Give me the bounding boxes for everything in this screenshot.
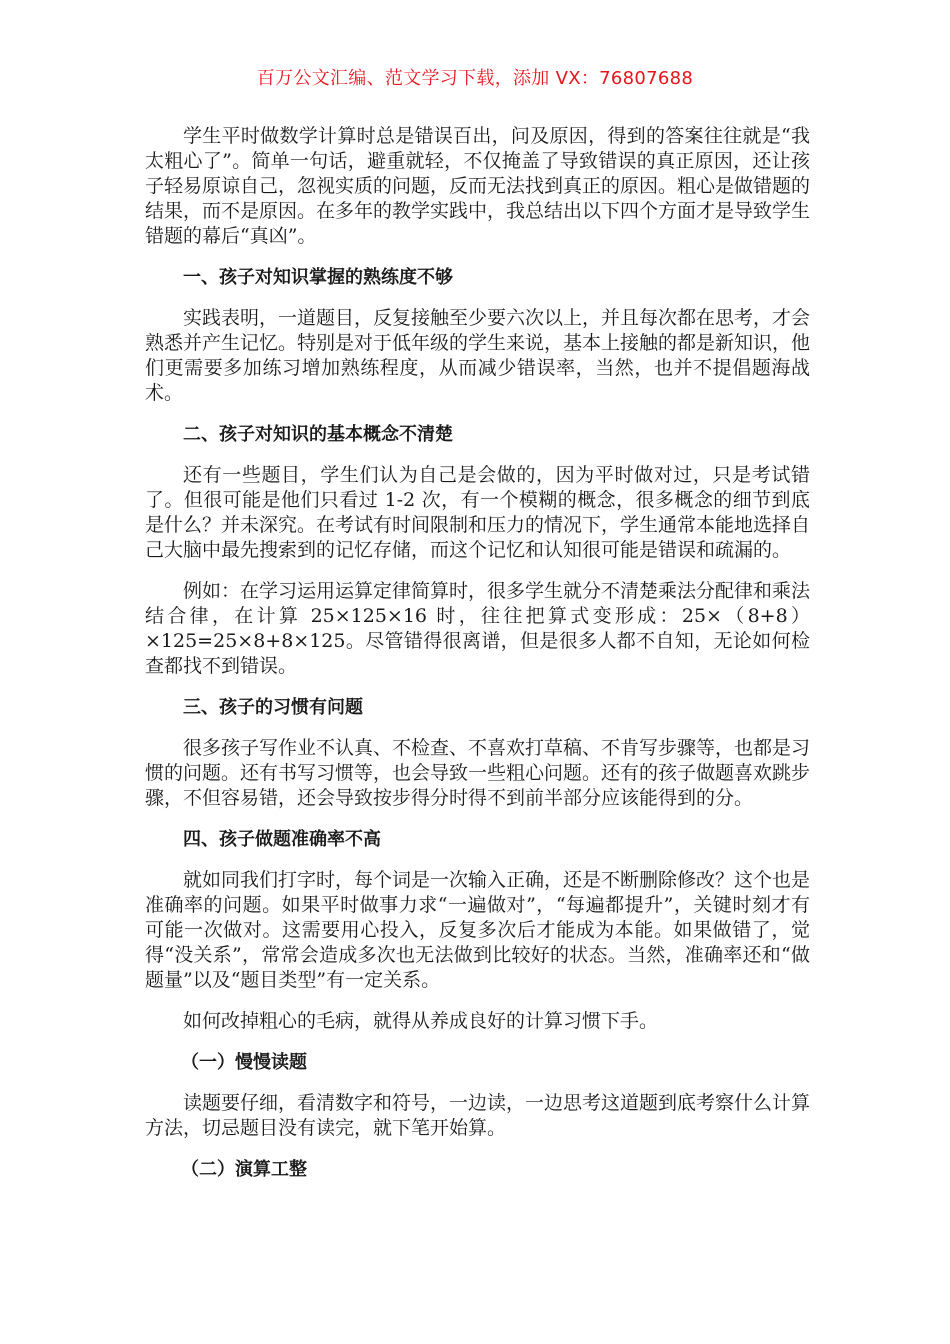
section-heading: 三、孩子的习惯有问题 [183, 697, 363, 718]
paragraph: 还有一些题目，学生们认为自己是会做的，因为平时做对过，只是考试错了。但很可能是他们只看过 1-2 次，有一个模糊的概念，很多概念的细节到底是什么？并未深究。在考试有时间限制和压力的情况下，学生通常本能地选择自己大脑中最先搜索到的记忆存储，而这个记忆和认知很可能是错误和疏漏的。 [145, 464, 811, 561]
document-body [145, 124, 810, 1198]
section-heading: 四、孩子做题准确率不高 [183, 829, 381, 850]
paragraph: 实践表明，一道题目，反复接触至少要六次以上，并且每次都在思考，才会熟悉并产生记忆。特别是对于低年级的学生来说，基本上接触的都是新知识，他们更需要多加练习增加熟练程度，从而减少错误率，当然，也并不提倡题海战术。 [145, 307, 811, 404]
paragraph: 如何改掉粗心的毛病，就得从养成良好的计算习惯下手。 [183, 1010, 659, 1032]
section-heading: 二、孩子对知识的基本概念不清楚 [183, 424, 453, 445]
paragraph: 很多孩子写作业不认真、不检查、不喜欢打草稿、不肯写步骤等，也都是习惯的问题。还有书写习惯等，也会导致一些粗心问题。还有的孩子做题喜欢跳步骤，不但容易错，还会导致按步得分时得不到前半部分应该能得到的分。 [145, 737, 811, 809]
paragraph: 读题要仔细，看清数字和符号，一边读，一边思考这道题到底考察什么计算方法，切忌题目没有读完，就下笔开始算。 [145, 1092, 811, 1139]
watermark-header: 百万公文汇编、范文学习下载，添加 VX：76807688 [256, 68, 694, 89]
paragraph: 就如同我们打字时，每个词是一次输入正确，还是不断删除修改？这个也是准确率的问题。如果平时做事力求“一遍做对”，“每遍都提升”，关键时刻才有可能一次做对。这需要用心投入，反复多次后才能成为本能。如果做错了，觉得“没关系”，常常会造成多次也无法做到比较好的状态。当然，准确率还和“做题量”以及“题目类型”有一定关系。 [145, 869, 811, 991]
paragraph: 例如：在学习运用运算定律简算时，很多学生就分不清楚乘法分配律和乘法结合律，在计算 25×125×16 时，往往把算式变形成：25×（8+8）×125=25×8+8×125。尽管错得很离谱，但是很多人都不自知，无论如何检查都找不到错误。 [145, 580, 811, 677]
section-heading: 一、孩子对知识掌握的熟练度不够 [183, 267, 453, 288]
sub-heading: （二）演算工整 [181, 1159, 307, 1180]
intro-paragraph: 学生平时做数学计算时总是错误百出，问及原因，得到的答案往往就是“我太粗心了”。简单一句话，避重就轻，不仅掩盖了导致错误的真正原因，还让孩子轻易原谅自己，忽视实质的问题，反而无法找到真正的原因。粗心是做错题的结果，而不是原因。在多年的教学实践中，我总结出以下四个方面才是导致学生错题的幕后“真凶”。 [145, 125, 811, 247]
sub-heading: （一）慢慢读题 [181, 1052, 307, 1073]
